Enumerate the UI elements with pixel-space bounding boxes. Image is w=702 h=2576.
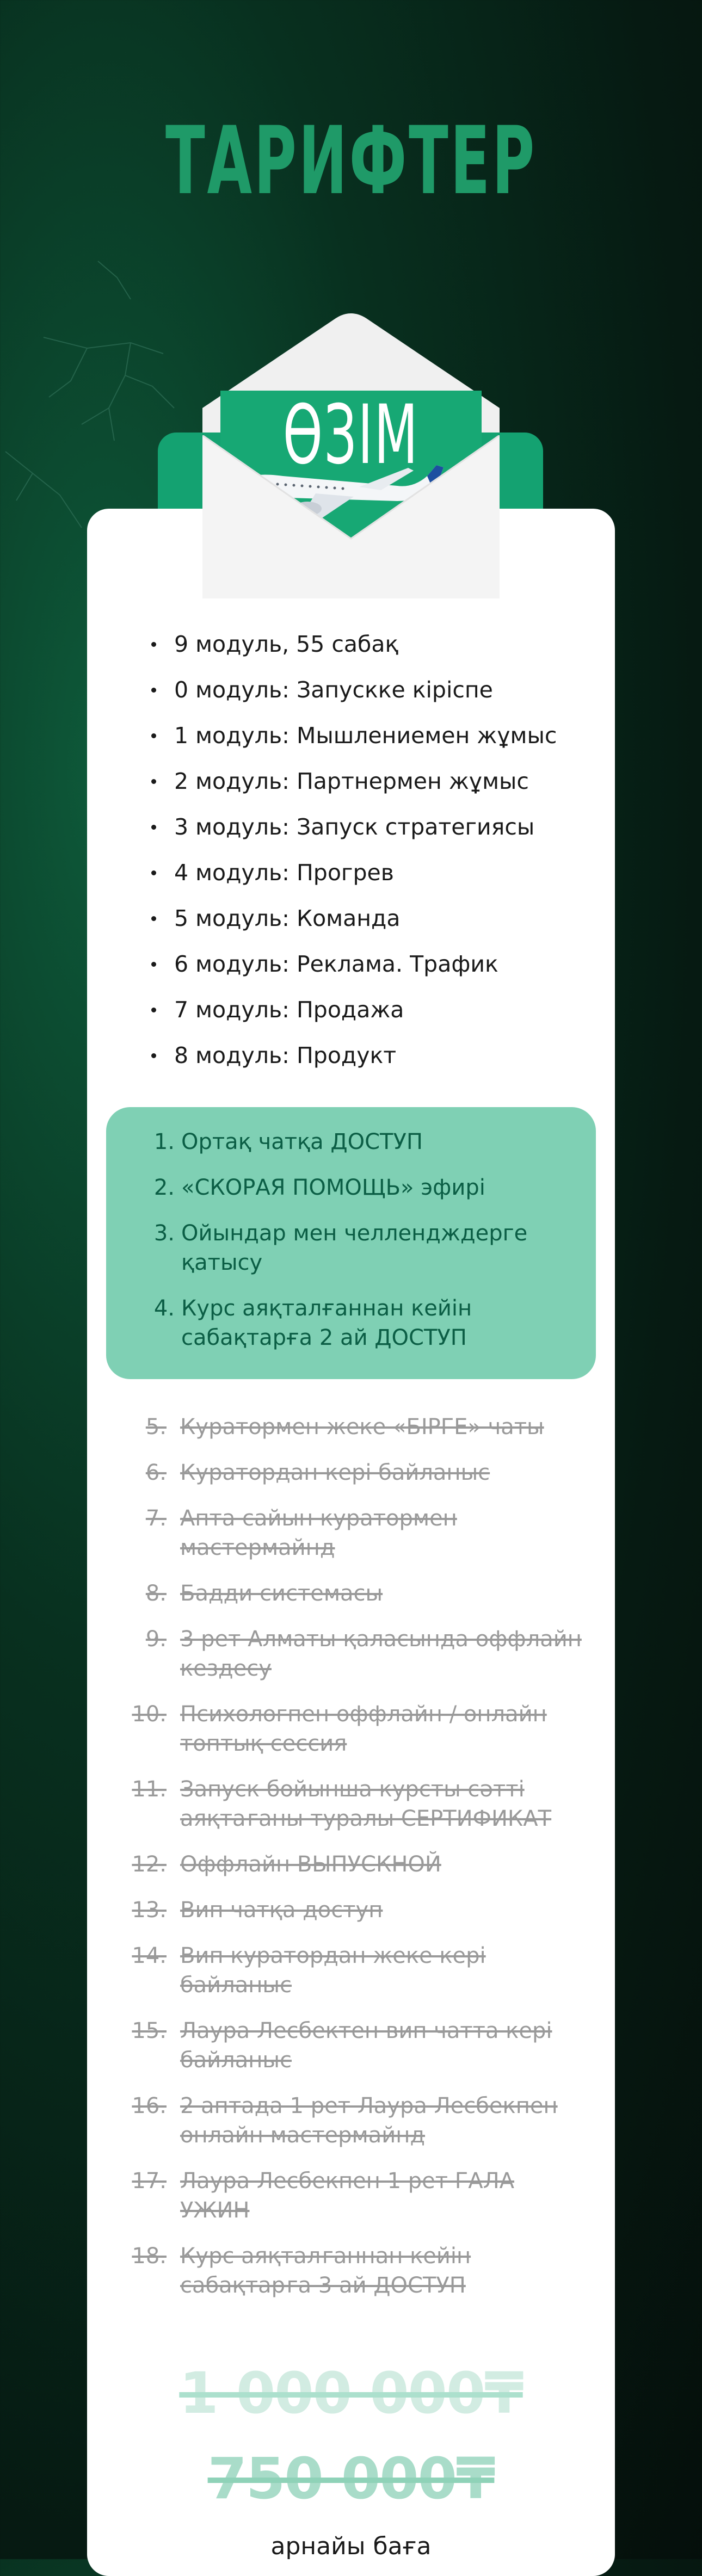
excluded-feature <box>117 1412 585 1442</box>
feature-text: Ойындар мен челлендждерге қатысу <box>181 1221 528 1275</box>
excluded-feature <box>117 1579 585 1608</box>
old-price: 1 000 000₸ <box>179 2360 523 2426</box>
feature-number: 10. <box>132 1702 167 1727</box>
excluded-feature <box>117 1458 585 1487</box>
feature-text: Курс аяқталғаннан кейін сабақтарға 2 ай ДОСТУП <box>181 1296 472 1350</box>
feature-number: 4. <box>153 1296 175 1321</box>
module-item: 2 модуль: Партнермен жұмыс <box>147 765 557 811</box>
feature-number: 13. <box>132 1898 167 1923</box>
feature-number: 11. <box>132 1777 167 1802</box>
feature-text: 2 аптада 1 рет Лаура Лесбекпен онлайн мастермайнд <box>180 2093 558 2148</box>
feature-number: 16. <box>132 2093 167 2118</box>
feature-text: Ортақ чатқа ДОСТУП <box>181 1129 423 1154</box>
feature-number: 2. <box>153 1175 175 1200</box>
feature-text: Бадди системасы <box>180 1581 383 1606</box>
feature-text: Лаура Лесбекпен 1 рет ГАЛА УЖИН <box>180 2169 515 2223</box>
feature-text: Вип чатқа доступ <box>180 1898 383 1923</box>
excluded-feature <box>117 2241 585 2300</box>
feature-text: 3 рет Алматы қаласында оффлайн кездесу <box>180 1627 582 1681</box>
feature-text: «СКОРАЯ ПОМОЩЬ» эфирі <box>181 1175 485 1200</box>
price-note: арнайы баға <box>270 2532 432 2560</box>
feature-text: Вип куратордан жеке кері байланыс <box>180 1943 486 1998</box>
envelope-front-icon <box>202 435 500 598</box>
feature-number: 8. <box>145 1581 167 1606</box>
module-item: 4 модуль: Прогрев <box>147 857 557 903</box>
module-item: 8 модуль: Продукт <box>147 1040 557 1085</box>
feature-number: 9. <box>145 1627 167 1652</box>
feature-number: 6. <box>145 1460 167 1485</box>
module-item: 6 модуль: Реклама. Трафик <box>147 948 557 994</box>
excluded-feature <box>117 1895 585 1925</box>
included-feature <box>139 1294 574 1352</box>
excluded-feature <box>117 1504 585 1562</box>
feature-text: Куратормен жеке «БІРГЕ» чаты <box>180 1414 544 1440</box>
excluded-feature <box>117 2166 585 2225</box>
feature-text: Апта сайын куратормен мастермайнд <box>180 1506 457 1560</box>
feature-number: 1. <box>153 1129 175 1154</box>
excluded-feature <box>117 1700 585 1758</box>
feature-text: Курс аяқталғаннан кейін сабақтарға 3 ай ДОСТУП <box>180 2244 471 2298</box>
module-item: 0 модуль: Запускке кіріспе <box>147 674 557 720</box>
included-features-list <box>139 1127 574 1369</box>
feature-number: 12. <box>132 1852 167 1877</box>
page-title: ТАРИФТЕР <box>165 106 537 215</box>
excluded-feature <box>117 1850 585 1879</box>
feature-text: Психологпен оффлайн / онлайн топтық сессия <box>180 1702 547 1756</box>
current-price: 750 000₸ <box>207 2445 495 2512</box>
module-item: 5 модуль: Команда <box>147 903 557 948</box>
feature-number: 14. <box>132 1943 167 1968</box>
excluded-feature <box>117 2016 585 2075</box>
included-feature <box>139 1173 574 1202</box>
feature-number: 5. <box>145 1414 167 1440</box>
module-item: 1 модуль: Мышлениемен жұмыс <box>147 720 557 765</box>
module-item: 7 модуль: Продажа <box>147 994 557 1040</box>
feature-text: Лаура Лесбектен вип чатта кері байланыс <box>180 2018 552 2073</box>
excluded-feature <box>117 1624 585 1683</box>
excluded-feature <box>117 1775 585 1833</box>
module-item: 3 модуль: Запуск стратегиясы <box>147 811 557 857</box>
feature-number: 15. <box>132 2018 167 2043</box>
module-list <box>147 628 557 1085</box>
plan-name: ӨЗІМ <box>282 388 420 483</box>
module-item: 9 модуль, 55 сабақ <box>147 628 557 674</box>
feature-number: 7. <box>145 1506 167 1531</box>
feature-number: 17. <box>132 2169 167 2194</box>
included-feature <box>139 1219 574 1277</box>
feature-text: Запуск бойынша курсты сәтті аяқтағаны туралы СЕРТИФИКАТ <box>180 1777 552 1831</box>
excluded-features-list <box>117 1412 585 2316</box>
excluded-feature <box>117 2091 585 2150</box>
excluded-feature <box>117 1941 585 2000</box>
feature-number: 18. <box>132 2244 167 2269</box>
feature-text: Оффлайн ВЫПУСКНОЙ <box>180 1852 441 1877</box>
feature-text: Куратордан кері байланыс <box>180 1460 490 1485</box>
feature-number: 3. <box>153 1221 175 1246</box>
included-feature <box>139 1127 574 1157</box>
